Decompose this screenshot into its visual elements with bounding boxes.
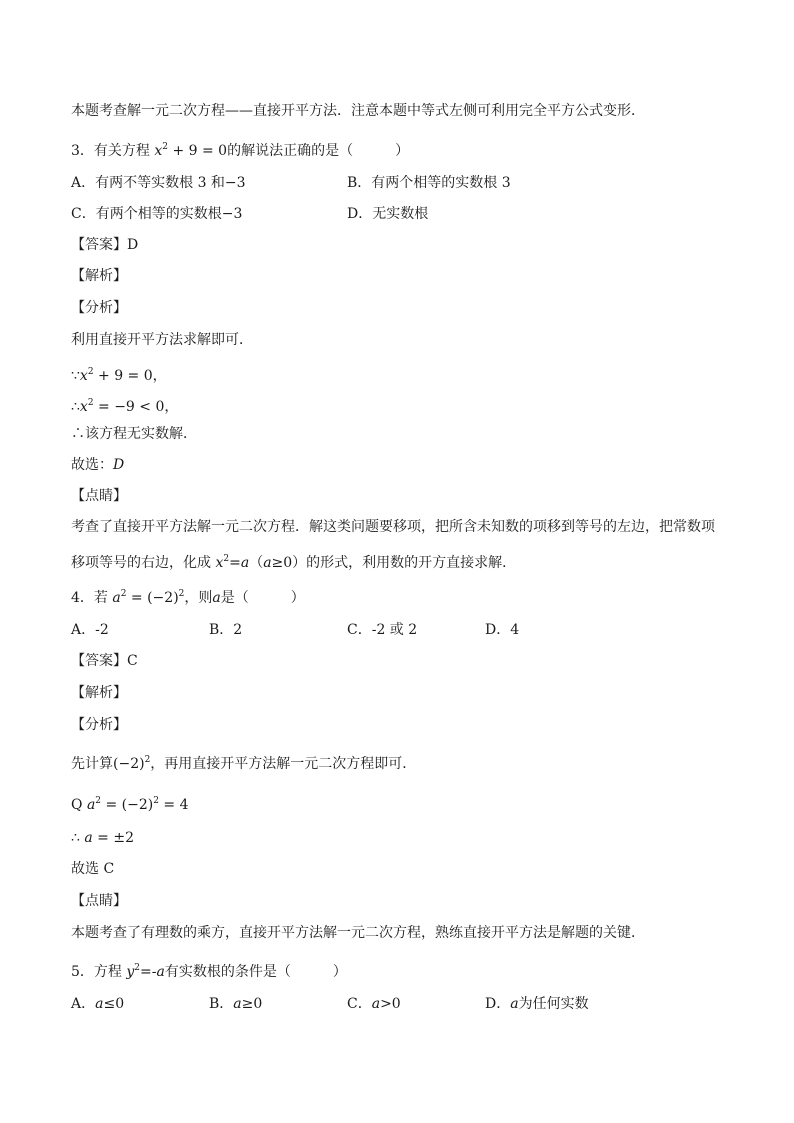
q4-eq-var: a: [112, 590, 121, 606]
q3-equation: [154, 143, 227, 159]
q4-dianjing: 本题考查了有理数的乘方，直接开平方法解一元二次方程，熟练直接开平方法是解题的关键．: [71, 925, 645, 941]
q4-stem: [71, 584, 305, 608]
q5-option-d: [485, 994, 589, 1014]
q3-step2-sup: 2: [87, 398, 94, 408]
q5-stem: [71, 958, 347, 982]
q5-eq-var2: a: [156, 964, 165, 980]
q4-step1-sup2: 2: [153, 796, 159, 806]
q3-step1-var: x: [79, 368, 88, 384]
q3-dj2-x: x: [215, 555, 224, 571]
q3-stem-suffix: 的解说法正确的是（ ）: [227, 143, 410, 159]
q3-option-c: [71, 204, 242, 224]
q4-analysis-tag: 【解析】: [71, 685, 127, 701]
q3-option-b-letter: B．: [347, 175, 372, 191]
q5-option-d-var: a: [510, 996, 519, 1012]
q4-option-b: [209, 620, 242, 640]
q3-dj2-a: 移项等号的右边，化成: [71, 555, 216, 571]
q5-option-a-var: a: [95, 996, 104, 1012]
q3-dj2-c: （: [249, 555, 264, 571]
q3-dj2-d: ≥0）的形式，利用数的开方直接求解．: [271, 555, 517, 571]
q4-step2-rest: = ±2: [92, 830, 134, 846]
q4-option-a-letter: A．: [71, 622, 96, 638]
q4-eq-mid: = (−2): [126, 590, 179, 606]
q3-stem: [71, 137, 409, 161]
q4-answer-tag: 【答案】: [71, 653, 127, 669]
q4-eq-sup2: 2: [178, 589, 185, 599]
q5-stem-prefix: 方程: [93, 964, 127, 980]
q3-step1-sup: 2: [87, 367, 94, 377]
q3-step-2: [71, 393, 178, 417]
q3-step1-lead: ∵: [71, 368, 80, 384]
q4-option-c-letter: C．: [347, 622, 372, 638]
q4-fenxi-sup: 2: [144, 755, 151, 765]
q5-stem-suffix: 有实数根的条件是（ ）: [164, 964, 347, 980]
q3-dj2-b: =: [229, 555, 241, 571]
q3-dianjing-line-2: [71, 549, 516, 573]
q4-fenxi: [71, 750, 416, 774]
q3-eq-sup: 2: [162, 142, 169, 152]
q4-stem-mid: ，则: [184, 590, 213, 606]
q5-option-c-text: >0: [380, 996, 401, 1012]
q3-choose: [71, 455, 124, 475]
q4-eq-sup: 2: [120, 589, 127, 599]
q4-option-c: [347, 620, 417, 640]
q3-step-3: ∴该方程无实数解．: [71, 426, 197, 442]
q3-analysis-tag: 【解析】: [71, 268, 127, 284]
q4-fenxi-b: ，再用直接开平方法解一元二次方程即可．: [150, 756, 417, 772]
q4-option-b-text: 2: [233, 622, 243, 638]
q4-step2-var: a: [84, 830, 93, 846]
q4-option-d: [485, 620, 519, 640]
q5-equation: [126, 964, 164, 980]
q3-option-b: [347, 173, 511, 193]
q5-option-a: [71, 994, 124, 1014]
q3-eq-var: x: [154, 143, 163, 159]
q5-option-d-letter: D．: [485, 996, 511, 1012]
q3-option-a-letter: A．: [71, 175, 96, 191]
q3-option-a: [71, 173, 246, 193]
q4-option-b-letter: B．: [209, 622, 234, 638]
q3-dj2-a2: a: [240, 555, 250, 571]
q5-eq-mid: =-: [140, 964, 157, 980]
q4-answer: [71, 651, 138, 671]
q4-step2-lead: ∴: [71, 830, 85, 846]
q3-dj2-sup: 2: [223, 554, 230, 564]
q5-option-c: [347, 994, 401, 1014]
q3-step1-rest: + 9 = 0，: [93, 368, 167, 384]
q3-option-b-text: 有两个相等的实数根 3: [371, 175, 511, 191]
q3-stem-prefix: 有关方程: [93, 143, 150, 159]
q4-stem-var: a: [212, 590, 221, 606]
q3-eq-rest: + 9 = 0: [168, 143, 228, 159]
q3-step2-rest: = −9 < 0，: [93, 399, 179, 415]
q4-step1-rest: = 4: [158, 797, 189, 813]
q4-dianjing-tag: 【点睛】: [71, 893, 127, 909]
q3-choose-value: D: [113, 457, 125, 473]
q3-option-d: [347, 204, 428, 224]
q3-option-d-letter: D．: [347, 206, 373, 222]
q3-dj2-a3: a: [263, 555, 272, 571]
q3-fenxi-tag: 【分析】: [71, 300, 127, 316]
q3-dianjing-line-1: 考查了直接开平方法解一元二次方程．解这类问题要移项，把所含未知数的项移到等号的左边，把常数项: [71, 519, 715, 535]
q3-answer-value: D: [127, 237, 139, 253]
q3-number: 3．: [71, 143, 94, 159]
q5-option-b-letter: B．: [209, 996, 234, 1012]
q3-option-d-text: 无实数根: [372, 206, 429, 222]
q5-option-c-var: a: [371, 996, 381, 1012]
q4-step-1: [71, 791, 189, 815]
q5-option-b-var: a: [233, 996, 242, 1012]
q4-answer-value: C: [127, 653, 138, 669]
q4-step1-sup: 2: [95, 796, 102, 806]
q3-fenxi: 利用直接开平方法求解即可．: [71, 332, 253, 348]
q4-stem-suffix: 是（ ）: [220, 590, 305, 606]
q3-option-a-text: 有两不等实数根 3 和−3: [95, 175, 246, 191]
q4-equation: [112, 590, 184, 606]
q3-step-1: [71, 362, 167, 386]
q3-step2-lead: ∴: [71, 399, 80, 415]
q3-dianjing-tag: 【点睛】: [71, 488, 127, 504]
q3-answer-tag: 【答案】: [71, 237, 127, 253]
q5-option-b: [209, 994, 262, 1014]
q5-option-a-letter: A．: [71, 996, 96, 1012]
q5-option-c-letter: C．: [347, 996, 372, 1012]
q4-stem-prefix: 若: [93, 590, 113, 606]
q4-step-2: [71, 828, 134, 848]
q5-option-b-text: ≥0: [241, 996, 263, 1012]
q5-eq-var: y: [126, 964, 135, 980]
q5-eq-sup: 2: [134, 963, 141, 973]
q3-option-c-text: 有两个相等的实数根−3: [95, 206, 243, 222]
q3-option-c-letter: C．: [71, 206, 96, 222]
q4-step1-mid: = (−2): [101, 797, 154, 813]
q5-option-a-text: ≤0: [103, 996, 125, 1012]
q4-fenxi-tag: 【分析】: [71, 717, 127, 733]
q4-fenxi-a: 先计算(−2): [71, 756, 145, 772]
q3-step2-var: x: [79, 399, 88, 415]
q3-answer: [71, 235, 138, 255]
q5-number: 5．: [71, 964, 94, 980]
q4-option-a-text: -2: [95, 622, 109, 638]
q3-choose-prefix: 故选：: [71, 457, 113, 473]
q4-step1-lead: Q: [71, 797, 87, 813]
q4-option-d-text: 4: [510, 622, 520, 638]
q4-number: 4．: [71, 590, 94, 606]
q4-choose: 故选 C: [71, 861, 115, 877]
q5-option-d-text: 为任何实数: [518, 996, 589, 1012]
q4-option-d-letter: D．: [485, 622, 511, 638]
q4-step1-var: a: [86, 797, 96, 813]
q4-option-a: [71, 620, 109, 640]
intro-note: 本题考查解一元二次方程——直接开平方法．注意本题中等式左侧可利用完全平方公式变形．: [71, 103, 645, 119]
q4-option-c-text: -2 或 2: [371, 622, 418, 638]
